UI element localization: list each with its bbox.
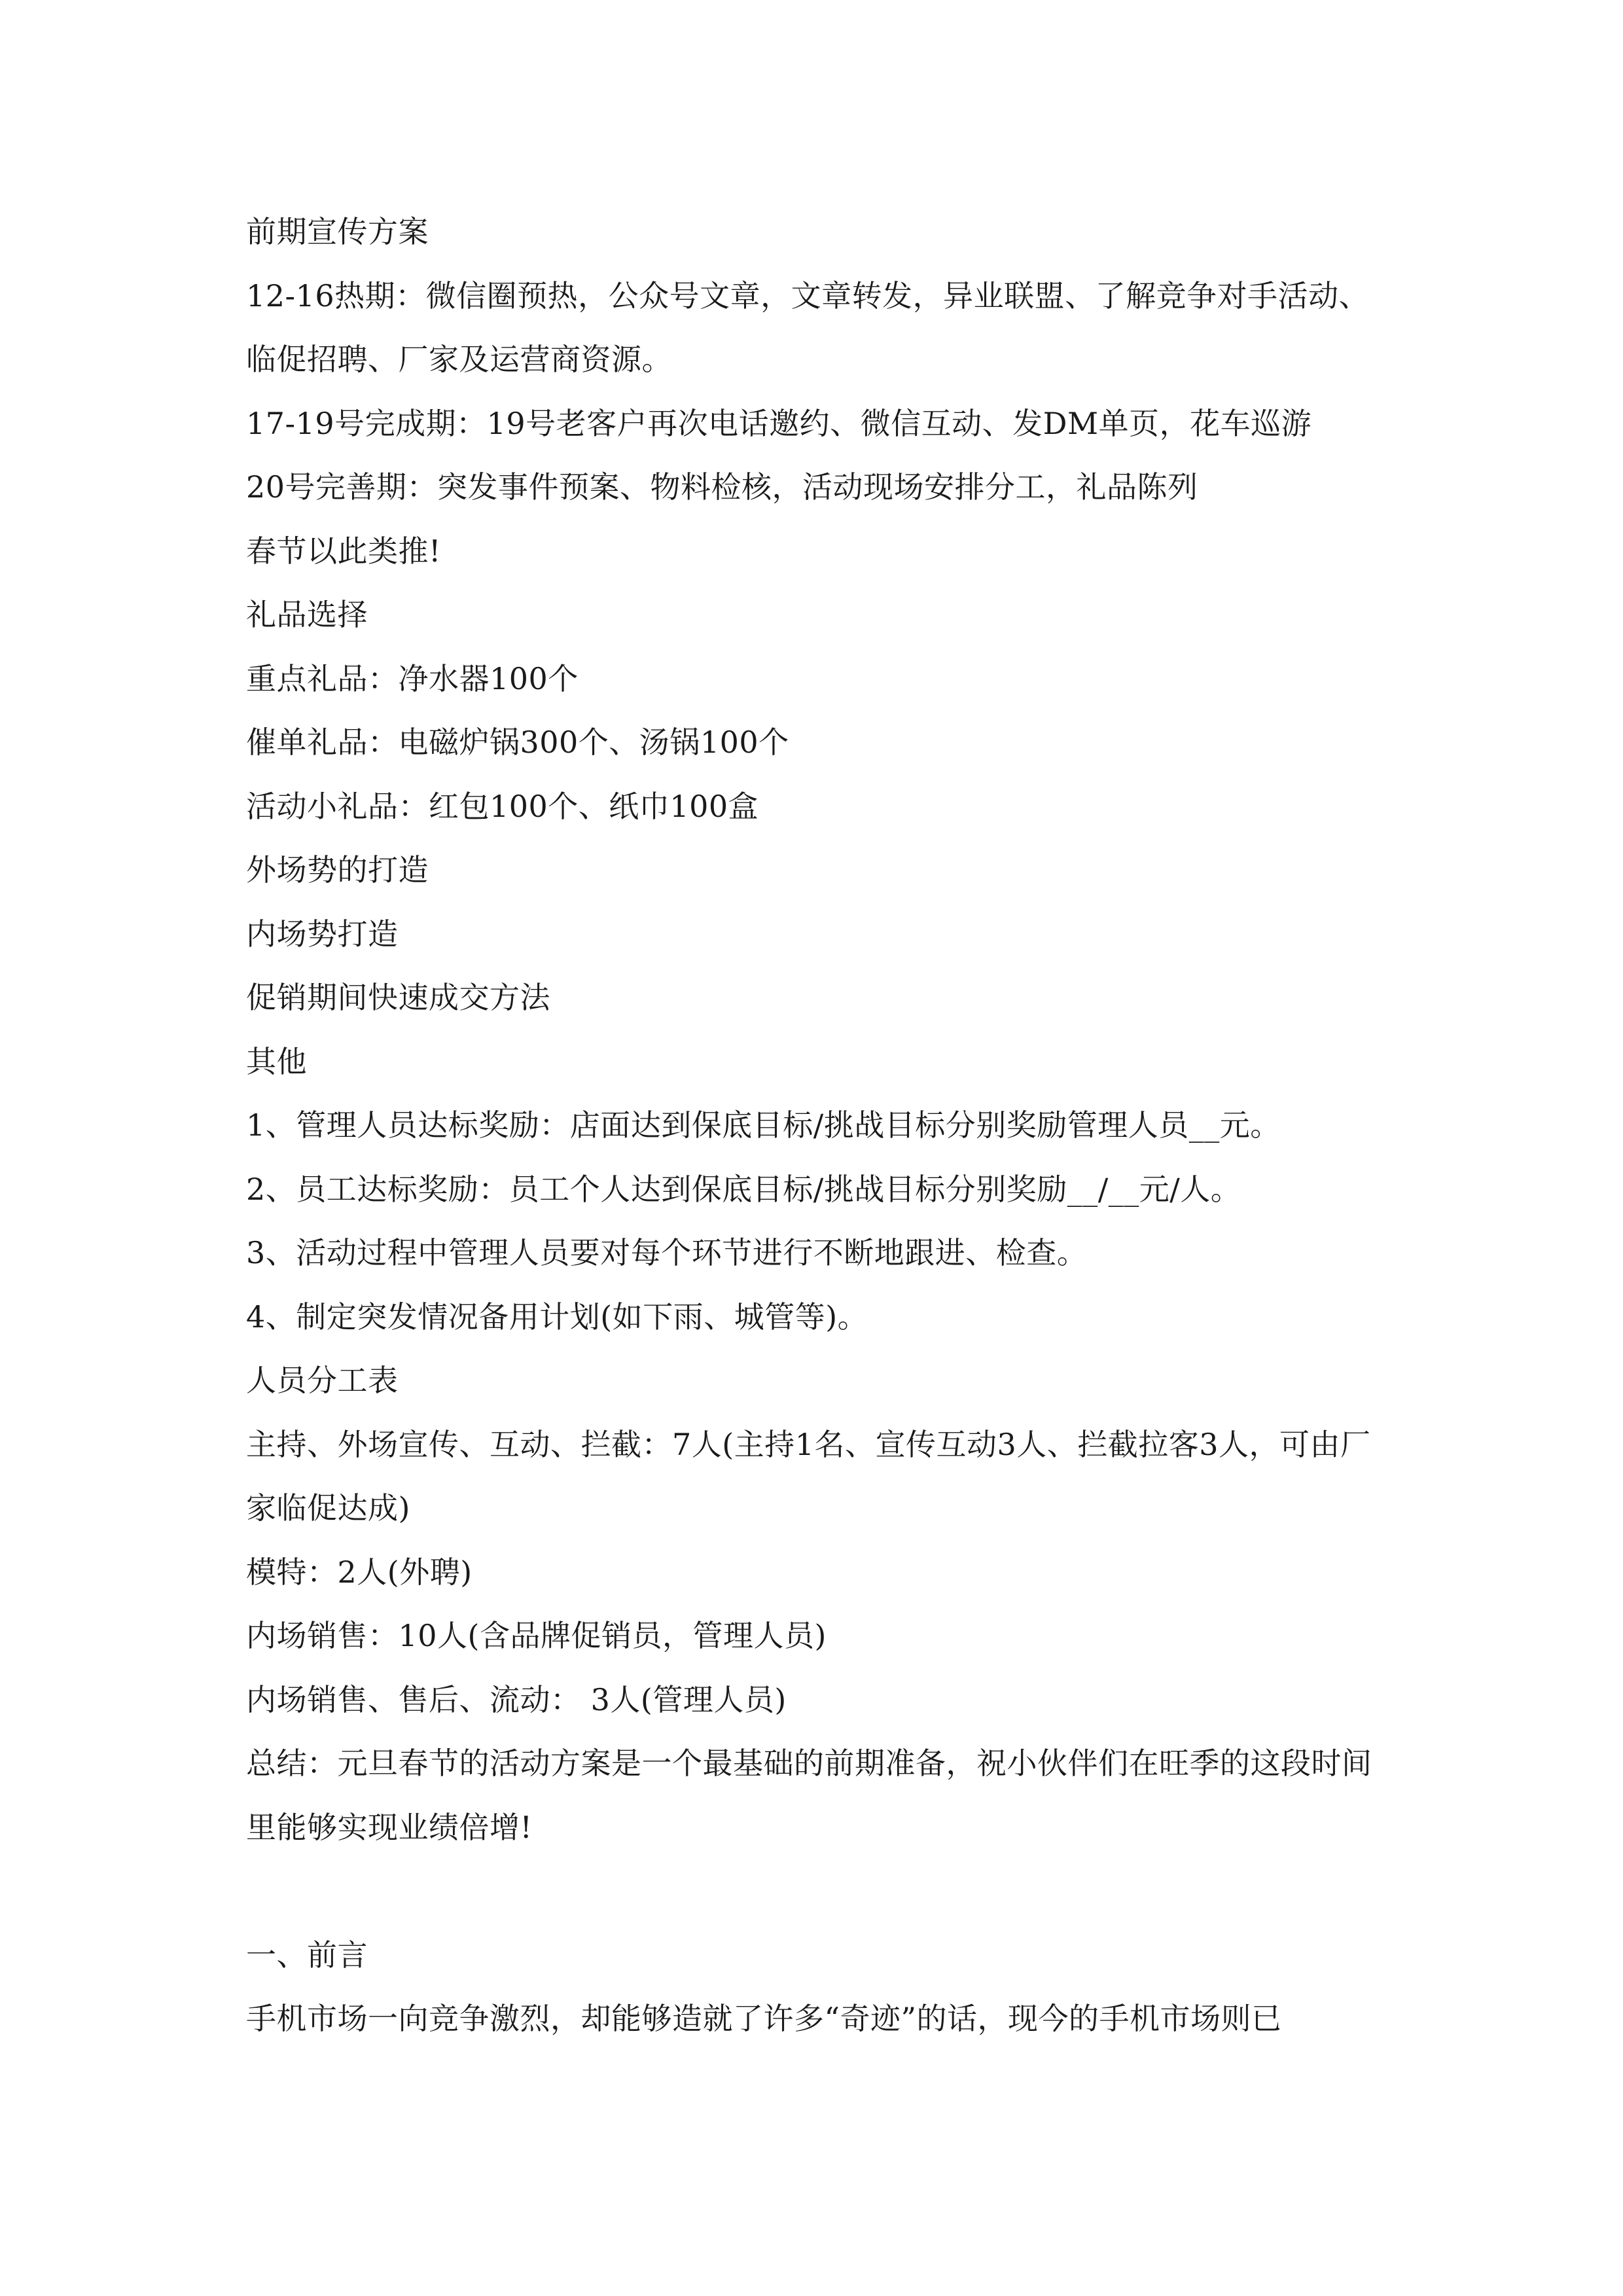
paragraph-refinement-period: 20号完善期：突发事件预案、物料检核，活动现场安排分工，礼品陈列 [246,469,1198,505]
heading-promotion-plan: 前期宣传方案 [246,214,429,249]
paragraph-indoor-sales: 内场销售：10人(含品牌促销员，管理人员) [246,1618,827,1653]
document-body [246,200,1382,2051]
heading-preface: 一、前言 [246,1937,368,1973]
heading-staff-assignment: 人员分工表 [246,1363,399,1398]
list-item-key-gift: 重点礼品：净水器100个 [246,660,579,696]
list-item-contingency-plan: 4、制定突发情况备用计划(如下雨、城管等)。 [246,1299,868,1335]
paragraph-summary: 总结：元旦春节的活动方案是一个最基础的前期准备，祝小伙伴们在旺季的这段时间里能够实现业绩倍增! [246,1746,1372,1845]
list-item-process-followup: 3、活动过程中管理人员要对每个环节进行不断地跟进、检查。 [246,1235,1088,1270]
list-item-small-gift: 活动小礼品：红包100个、纸巾100盒 [246,788,759,824]
paragraph-warmup-period: 12-16热期：微信圈预热，公众号文章，文章转发，异业联盟、了解竞争对手活动、临促招聘、厂家及运营商资源。 [246,278,1370,377]
paragraph-models: 模特：2人(外聘) [246,1554,473,1590]
list-item-staff-reward: 2、员工达标奖励：员工个人达到保底目标/挑战目标分别奖励__/__元/人。 [246,1171,1241,1207]
paragraph-preface-intro: 手机市场一向竞争激烈，却能够造就了许多“奇迹”的话，现今的手机市场则已 [246,2001,1282,2036]
paragraph-spring-festival: 春节以此类推! [246,533,441,569]
paragraph-indoor-service: 内场销售、售后、流动： 3人(管理人员) [246,1681,787,1717]
heading-gift-selection: 礼品选择 [246,597,368,632]
list-item-urge-gift: 催单礼品：电磁炉锅300个、汤锅100个 [246,725,789,760]
heading-others: 其他 [246,1043,307,1079]
heading-outdoor-atmosphere: 外场势的打造 [246,852,429,888]
paragraph-completion-period: 17-19号完成期：19号老客户再次电话邀约、微信互动、发DM单页，花车巡游 [246,405,1312,441]
heading-fast-deal-methods: 促销期间快速成交方法 [246,980,550,1015]
blank-line [246,1859,1382,1924]
paragraph-host-outdoor-staff: 主持、外场宣传、互动、拦截：7人(主持1名、宣传互动3人、拦截拉客3人，可由厂家临促达成) [246,1426,1371,1526]
list-item-manager-reward: 1、管理人员达标奖励：店面达到保底目标/挑战目标分别奖励管理人员__元。 [246,1107,1281,1143]
heading-indoor-atmosphere: 内场势打造 [246,916,399,952]
